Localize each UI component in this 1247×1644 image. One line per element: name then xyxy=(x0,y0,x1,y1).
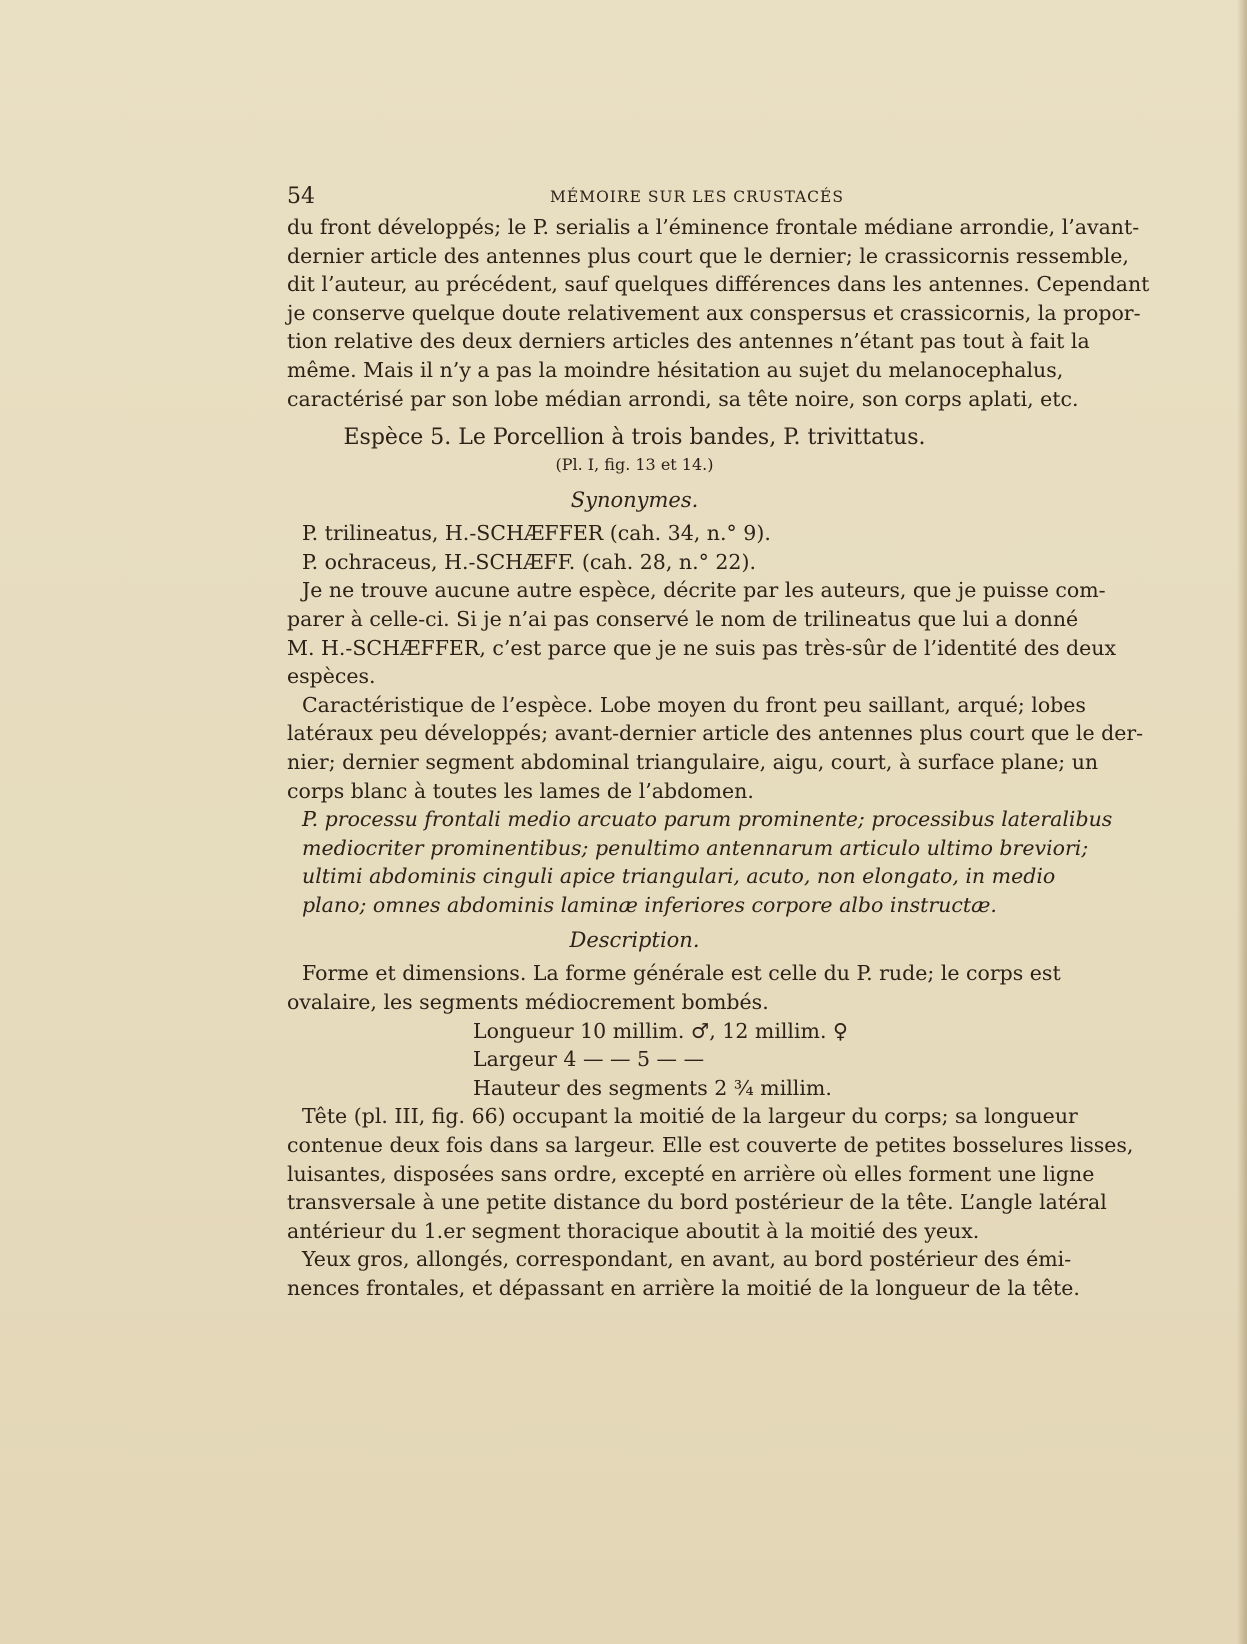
text-line: antérieur du 1.er segment thoracique aboutit à la moitié des yeux. xyxy=(287,1218,980,1243)
latin-diagnosis xyxy=(287,805,1113,919)
dimension-row: Hauteur des segments 2 ¾ millim. xyxy=(473,1075,832,1100)
paragraph-3 xyxy=(287,691,1144,805)
page-text xyxy=(287,183,1150,1303)
page-number: 54 xyxy=(287,184,315,209)
text-line: ultimi abdominis cinguli apice triangulari, acuto, non elongato, in medio xyxy=(302,864,1056,889)
text-line: corps blanc à toutes les lames de l’abdomen. xyxy=(287,778,754,803)
text-line: parer à celle-ci. Si je n’ai pas conservé le nom de trilineatus que lui a donné xyxy=(287,606,1079,631)
text-line: luisantes, disposées sans ordre, excepté en arrière où elles forment une ligne xyxy=(287,1161,1095,1186)
text-line: Forme et dimensions. La forme générale est celle du P. rude; le corps est xyxy=(302,961,1061,986)
text-line: P. processu frontali medio arcuato parum prominente; processibus lateralibus xyxy=(302,807,1113,832)
text-line: mediocriter prominentibus; penultimo antennarum articulo ultimo breviori; xyxy=(302,835,1089,860)
paragraph-6 xyxy=(287,1245,1080,1302)
paragraph-5 xyxy=(287,1102,1134,1245)
text-line: caractérisé par son lobe médian arrondi, sa tête noire, son corps aplati, etc. xyxy=(287,386,1079,411)
dimensions-table xyxy=(287,1017,982,1103)
text-line: Tête (pl. III, fig. 66) occupant la moitié de la largeur du corps; sa longueur xyxy=(302,1104,1078,1129)
text-line: contenue deux fois dans sa largeur. Elle est couverte de petites bosselures lisses, xyxy=(287,1133,1134,1158)
dimension-row: Largeur 4 — — 5 — — xyxy=(473,1047,705,1072)
text-line: nier; dernier segment abdominal triangulaire, aigu, court, à surface plane; un xyxy=(287,749,1099,774)
synonymes-heading: Synonymes. xyxy=(570,488,699,513)
paragraph-4 xyxy=(287,959,1061,1016)
text-line: Caractéristique de l’espèce. Lobe moyen du front peu saillant, arqué; lobes xyxy=(302,692,1086,717)
paragraph-2 xyxy=(287,576,1117,690)
text-line: même. Mais il n’y a pas la moindre hésitation au sujet du melanocephalus, xyxy=(287,357,1064,382)
paragraph-1 xyxy=(287,213,1150,413)
synonym-list xyxy=(287,519,982,576)
description-heading: Description. xyxy=(569,928,700,953)
text-line: dit l’auteur, au précédent, sauf quelques différences dans les antennes. Cependant xyxy=(287,272,1150,297)
text-line: nences frontales, et dépassant en arrière la moitié de la longueur de la tête. xyxy=(287,1276,1080,1300)
page-header xyxy=(287,183,982,211)
text-line: tion relative des deux derniers articles des antennes n’étant pas tout à fait la xyxy=(287,329,1090,354)
text-line: espèces. xyxy=(287,664,376,689)
text-line: ovalaire, les segments médiocrement bombés. xyxy=(287,990,769,1015)
dimension-row: Longueur 10 millim. ♂, 12 millim. ♀ xyxy=(473,1018,849,1043)
text-line: Je ne trouve aucune autre espèce, décrite par les auteurs, que je puisse com- xyxy=(302,578,1106,603)
text-line: dernier article des antennes plus court que le dernier; le crassicornis ressemble, xyxy=(287,243,1129,268)
text-line: je conserve quelque doute relativement aux conspersus et crassicornis, la propor- xyxy=(287,300,1141,325)
text-line: plano; omnes abdominis laminæ inferiores corpore albo instructæ. xyxy=(302,892,997,917)
synonym-item: P. ochraceus, H.-SCHÆFF. (cah. 28, n.° 22). xyxy=(302,549,756,574)
text-line: latéraux peu développés; avant-dernier article des antennes plus court que le der- xyxy=(287,721,1144,746)
text-line: du front développés; le P. serialis a l’éminence frontale médiane arrondie, l’avant- xyxy=(287,215,1140,239)
synonym-item: P. trilineatus, H.-SCHÆFFER (cah. 34, n.° 9). xyxy=(302,521,771,546)
running-title: MÉMOIRE SUR LES CRUSTACÉS xyxy=(550,188,844,206)
text-line: M. H.-SCHÆFFER, c’est parce que je ne suis pas très-sûr de l’identité des deux xyxy=(287,635,1117,660)
plate-reference: (Pl. I, fig. 13 et 14.) xyxy=(555,455,714,475)
text-line: Yeux gros, allongés, correspondant, en avant, au bord postérieur des émi- xyxy=(302,1247,1072,1272)
text-line: transversale à une petite distance du bord postérieur de la tête. L’angle latéral xyxy=(287,1190,1107,1215)
page-edge xyxy=(1237,0,1247,1644)
species-heading: Espèce 5. Le Porcellion à trois bandes, P. trivittatus. xyxy=(343,425,926,451)
